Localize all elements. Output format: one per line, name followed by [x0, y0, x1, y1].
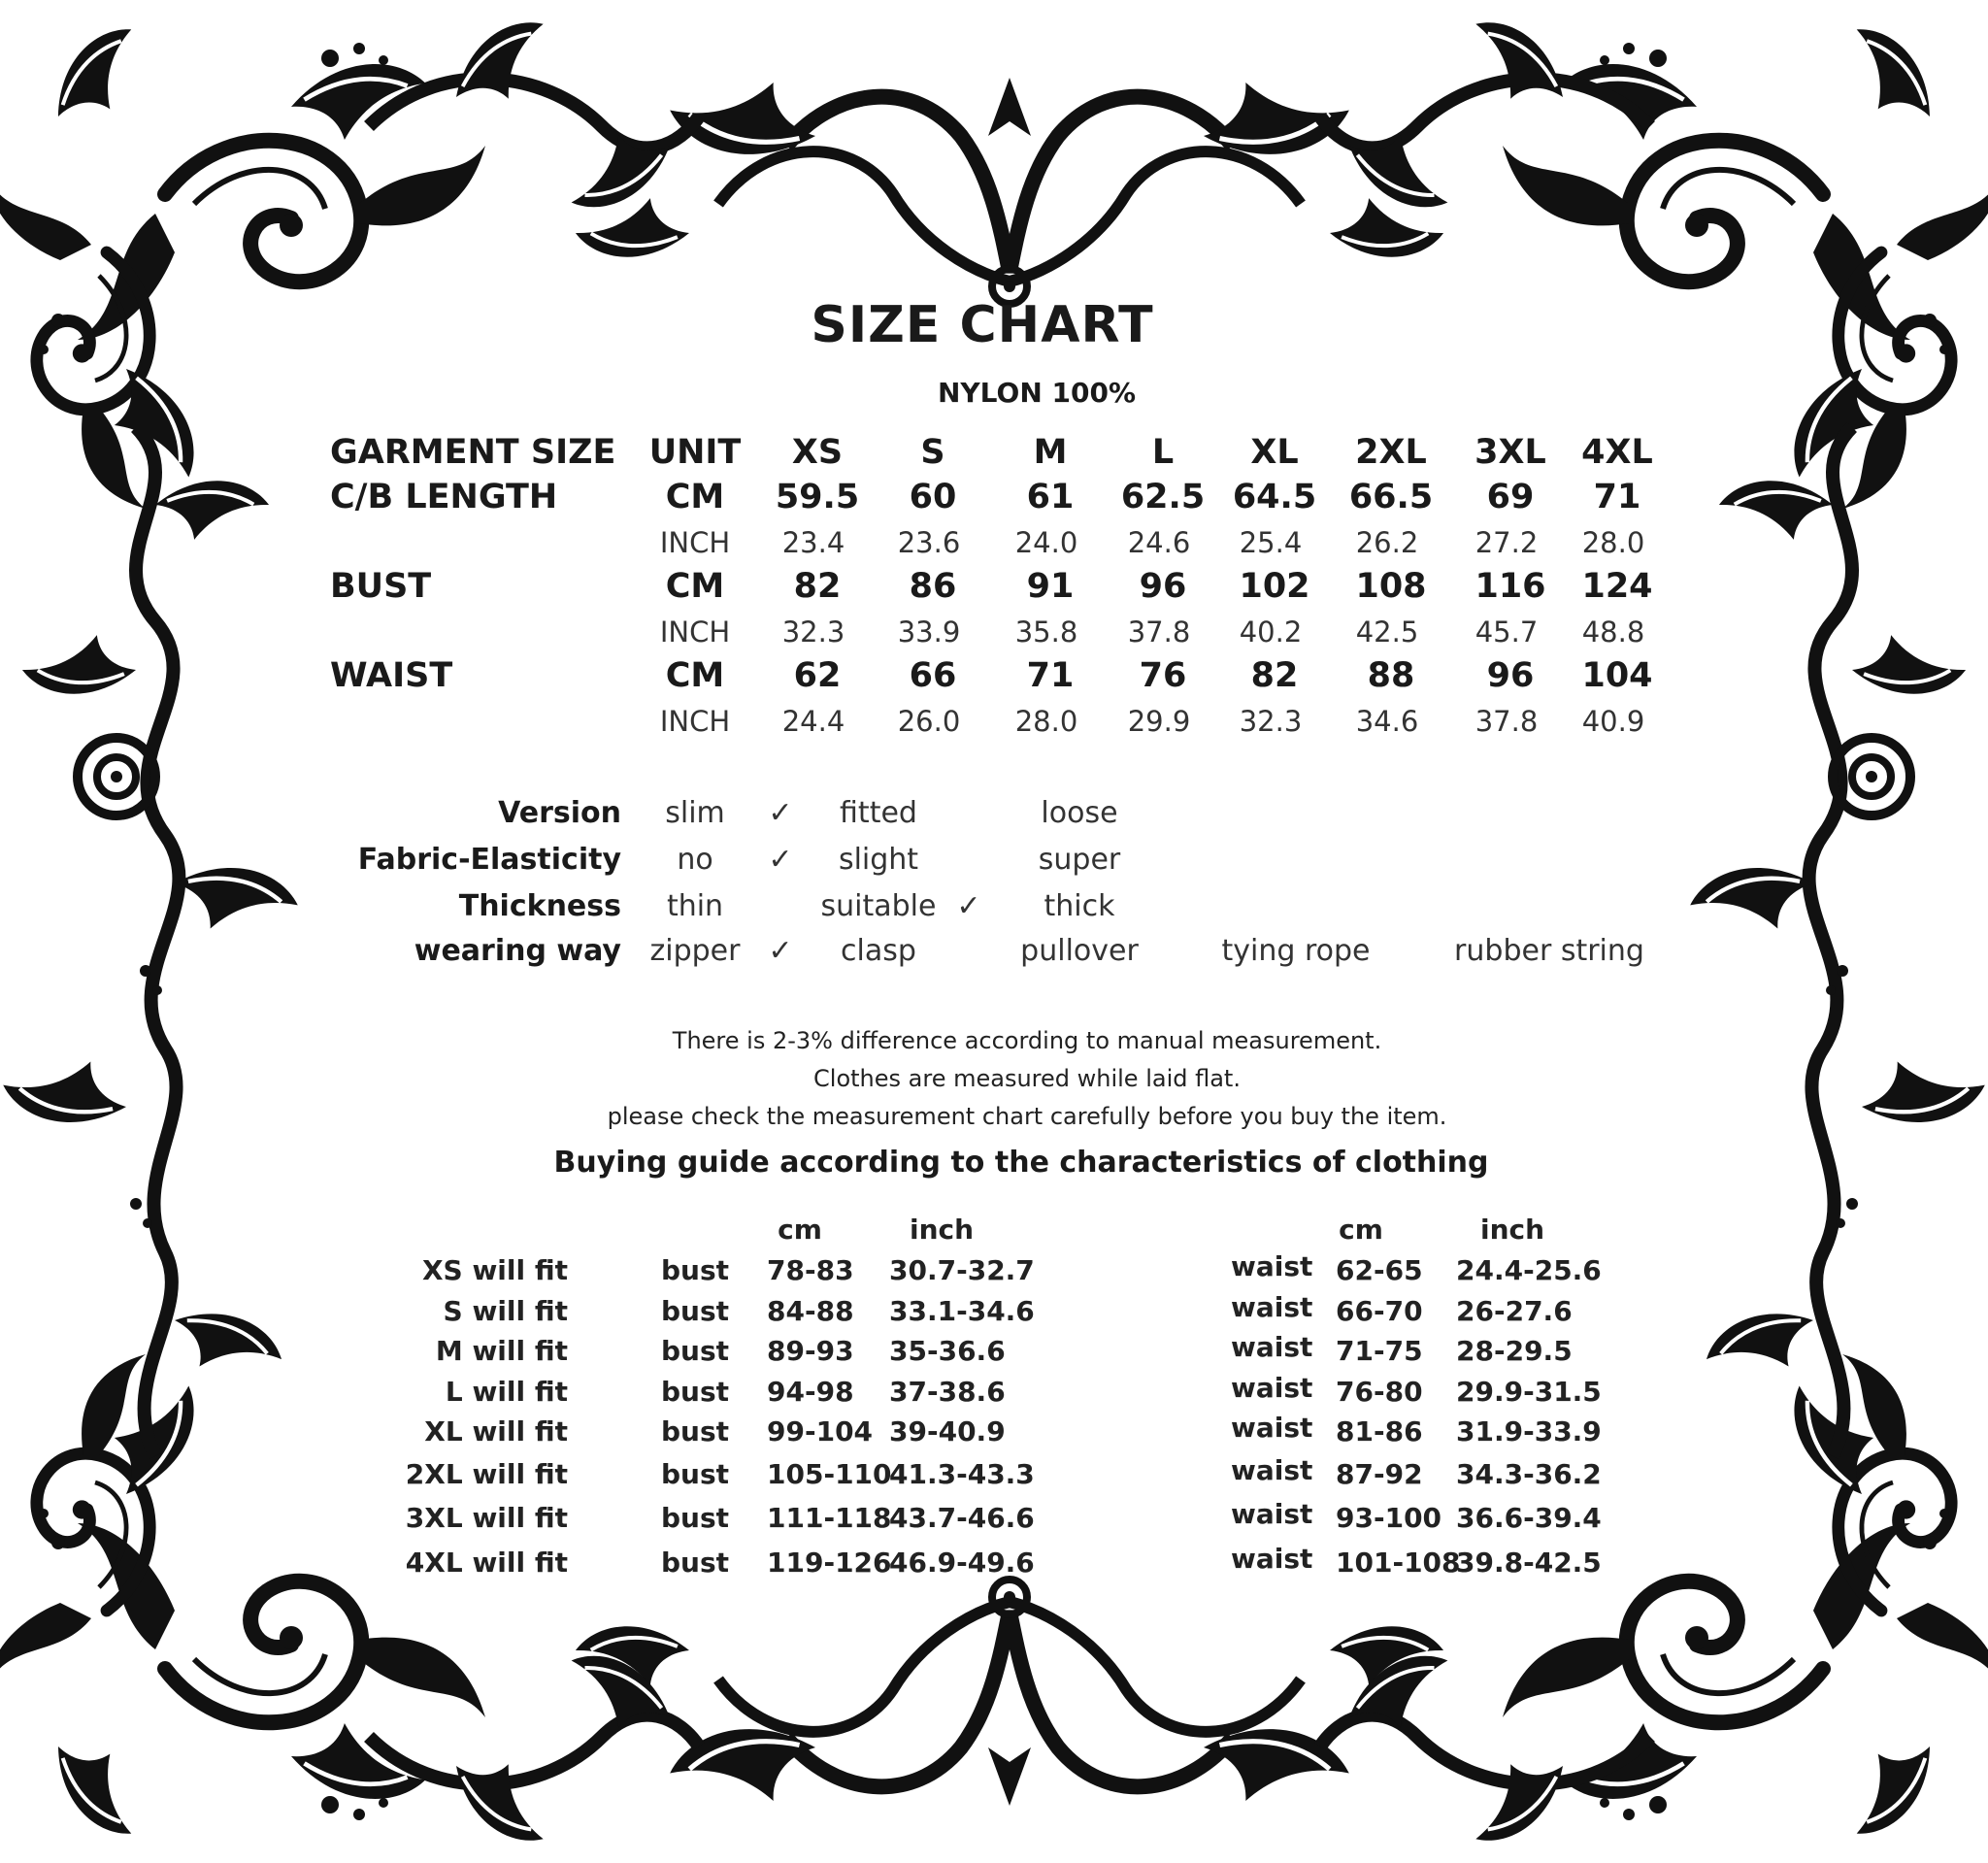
size-header-l: L — [1151, 433, 1175, 472]
bust-inch-header: inch — [909, 1214, 975, 1246]
attr-option: thick — [1044, 889, 1115, 923]
bust-label: bust — [660, 1295, 730, 1327]
cm-value: 91 — [1026, 567, 1075, 606]
waist-inch-range: 28-29.5 — [1456, 1335, 1573, 1367]
fit-label: L will fit — [445, 1376, 568, 1408]
attr-label: Thickness — [458, 889, 621, 923]
attr-option: loose — [1041, 796, 1118, 830]
bust-label: bust — [660, 1254, 730, 1286]
unit-cm: CM — [665, 656, 725, 695]
waist-cm-range: 81-86 — [1336, 1415, 1423, 1447]
attr-label: Version — [498, 796, 621, 830]
waist-cm-range: 101-108 — [1336, 1547, 1461, 1579]
bust-cm-range: 111-118 — [767, 1502, 892, 1534]
unit-header: UNIT — [648, 433, 742, 472]
inch-value: 24.4 — [781, 705, 845, 738]
check-mark-icon: ✓ — [768, 934, 793, 968]
attr-label: wearing way — [414, 934, 621, 968]
waist-inch-range: 36.6-39.4 — [1456, 1502, 1602, 1534]
bust-cm-header: cm — [778, 1214, 822, 1246]
inch-value: 42.5 — [1355, 615, 1419, 649]
unit-inch: INCH — [659, 526, 731, 559]
inch-value: 34.6 — [1355, 705, 1419, 738]
page-title: SIZE CHART — [811, 296, 1154, 354]
inch-value: 37.8 — [1474, 705, 1539, 738]
inch-value: 24.6 — [1127, 526, 1191, 559]
cm-value: 71 — [1026, 656, 1075, 695]
note-line: There is 2-3% difference according to manual measurement. — [672, 1027, 1382, 1054]
waist-label: waist — [1231, 1250, 1313, 1282]
waist-cm-range: 71-75 — [1336, 1335, 1423, 1367]
corner-ornament-top-right — [1503, 21, 1988, 509]
cm-value: 60 — [909, 478, 957, 516]
cm-value: 82 — [793, 567, 842, 606]
top-swirl-right — [1320, 16, 1650, 212]
bust-cm-range: 119-126 — [767, 1547, 892, 1579]
waist-cm-range: 62-65 — [1336, 1254, 1423, 1286]
waist-cm-range: 93-100 — [1336, 1502, 1442, 1534]
cm-value: 69 — [1486, 478, 1535, 516]
check-mark-icon: ✓ — [768, 843, 793, 877]
fit-label: 3XL will fit — [405, 1502, 568, 1534]
buying-guide-title: Buying guide according to the characteristics of clothing — [553, 1146, 1489, 1180]
cm-value: 124 — [1581, 567, 1653, 606]
cm-value: 61 — [1026, 478, 1075, 516]
inch-value: 24.0 — [1014, 526, 1078, 559]
inch-value: 40.2 — [1239, 615, 1303, 649]
size-header-s: S — [920, 433, 945, 472]
inch-value: 48.8 — [1581, 615, 1645, 649]
attr-option: super — [1038, 843, 1121, 877]
attr-option: rubber string — [1454, 934, 1644, 968]
bust-cm-range: 89-93 — [767, 1335, 854, 1367]
inch-value: 37.8 — [1127, 615, 1191, 649]
attr-option: pullover — [1020, 934, 1139, 968]
bust-label: bust — [660, 1547, 730, 1579]
row-label-bust: BUST — [330, 567, 432, 606]
cm-value: 59.5 — [775, 478, 860, 516]
unit-inch: INCH — [659, 615, 731, 649]
waist-label: waist — [1231, 1498, 1313, 1530]
waist-label: waist — [1231, 1543, 1313, 1575]
bust-label: bust — [660, 1458, 730, 1490]
row-label-c-b-length: C/B LENGTH — [330, 478, 558, 516]
cm-value: 66 — [909, 656, 957, 695]
garment-size-header: GARMENT SIZE — [330, 433, 616, 472]
waist-label: waist — [1231, 1291, 1313, 1323]
bust-label: bust — [660, 1335, 730, 1367]
bust-cm-range: 78-83 — [767, 1254, 854, 1286]
attr-option: no — [677, 843, 713, 877]
inch-value: 26.0 — [897, 705, 961, 738]
attr-option: suitable — [820, 889, 937, 923]
bust-cm-range: 94-98 — [767, 1376, 854, 1408]
bottom-center-ornament — [573, 1580, 1447, 1839]
size-header-2xl: 2XL — [1355, 433, 1427, 472]
inch-value: 32.3 — [1239, 705, 1303, 738]
size-header-4xl: 4XL — [1581, 433, 1653, 472]
cm-value: 108 — [1355, 567, 1427, 606]
inch-value: 35.8 — [1014, 615, 1078, 649]
cm-value: 62.5 — [1120, 478, 1206, 516]
cm-value: 116 — [1474, 567, 1546, 606]
attr-option: fitted — [840, 796, 917, 830]
unit-cm: CM — [665, 567, 725, 606]
right-side-vine — [1685, 427, 1988, 1456]
cm-value: 76 — [1139, 656, 1187, 695]
cm-value: 104 — [1581, 656, 1653, 695]
inch-value: 23.4 — [781, 526, 845, 559]
inch-value: 32.3 — [781, 615, 845, 649]
waist-inch-range: 29.9-31.5 — [1456, 1376, 1602, 1408]
size-header-m: M — [1033, 433, 1068, 472]
check-mark-icon: ✓ — [956, 889, 981, 923]
bust-inch-range: 35-36.6 — [889, 1335, 1006, 1367]
attr-option: clasp — [841, 934, 916, 968]
waist-label: waist — [1231, 1331, 1313, 1363]
attr-option: slight — [838, 843, 919, 877]
bust-label: bust — [660, 1415, 730, 1447]
size-header-xl: XL — [1250, 433, 1299, 472]
unit-cm: CM — [665, 478, 725, 516]
fit-label: XL will fit — [424, 1415, 568, 1447]
attr-option: tying rope — [1221, 934, 1371, 968]
top-center-ornament — [573, 45, 1447, 304]
inch-value: 28.0 — [1581, 526, 1645, 559]
bust-cm-range: 84-88 — [767, 1295, 854, 1327]
cm-value: 88 — [1367, 656, 1415, 695]
note-line: Clothes are measured while laid flat. — [813, 1065, 1241, 1092]
inch-value: 27.2 — [1474, 526, 1539, 559]
cm-value: 66.5 — [1348, 478, 1434, 516]
inch-value: 28.0 — [1014, 705, 1078, 738]
cm-value: 64.5 — [1232, 478, 1317, 516]
waist-inch-range: 39.8-42.5 — [1456, 1547, 1602, 1579]
waist-label: waist — [1231, 1454, 1313, 1486]
left-side-vine — [0, 427, 303, 1456]
bust-cm-range: 105-110 — [767, 1458, 892, 1490]
cm-value: 82 — [1250, 656, 1299, 695]
row-label-waist: WAIST — [330, 656, 453, 695]
bust-inch-range: 43.7-46.6 — [889, 1502, 1035, 1534]
attr-option: slim — [665, 796, 725, 830]
cm-value: 62 — [793, 656, 842, 695]
bust-inch-range: 37-38.6 — [889, 1376, 1006, 1408]
fit-label: M will fit — [435, 1335, 568, 1367]
unit-inch: INCH — [659, 705, 731, 738]
attr-option: zipper — [649, 934, 741, 968]
waist-inch-range: 34.3-36.2 — [1456, 1458, 1602, 1490]
waist-inch-range: 26-27.6 — [1456, 1295, 1573, 1327]
waist-inch-range: 31.9-33.9 — [1456, 1415, 1602, 1447]
inch-value: 29.9 — [1127, 705, 1191, 738]
inch-value: 23.6 — [897, 526, 961, 559]
bust-inch-range: 41.3-43.3 — [889, 1458, 1035, 1490]
fit-label: S will fit — [443, 1295, 568, 1327]
size-header-xs: XS — [791, 433, 844, 472]
check-mark-icon: ✓ — [768, 796, 793, 830]
bust-cm-range: 99-104 — [767, 1415, 874, 1447]
cm-value: 102 — [1239, 567, 1310, 606]
bust-label: bust — [660, 1502, 730, 1534]
bust-label: bust — [660, 1376, 730, 1408]
waist-inch-range: 24.4-25.6 — [1456, 1254, 1602, 1286]
bust-inch-range: 46.9-49.6 — [889, 1547, 1035, 1579]
attr-label: Fabric-Elasticity — [357, 843, 621, 877]
attr-option: thin — [666, 889, 724, 923]
inch-value: 40.9 — [1581, 705, 1645, 738]
bust-inch-range: 30.7-32.7 — [889, 1254, 1035, 1286]
fit-label: XS will fit — [421, 1254, 568, 1286]
waist-cm-range: 87-92 — [1336, 1458, 1423, 1490]
cm-value: 96 — [1139, 567, 1187, 606]
size-header-3xl: 3XL — [1474, 433, 1546, 472]
waist-label: waist — [1231, 1412, 1313, 1444]
fit-label: 2XL will fit — [405, 1458, 568, 1490]
fabric-subtitle: NYLON 100% — [937, 377, 1137, 409]
inch-value: 26.2 — [1355, 526, 1419, 559]
waist-cm-range: 66-70 — [1336, 1295, 1423, 1327]
bust-inch-range: 39-40.9 — [889, 1415, 1006, 1447]
waist-label: waist — [1231, 1372, 1313, 1404]
note-line: please check the measurement chart carefully before you buy the item. — [607, 1103, 1447, 1130]
cm-value: 96 — [1486, 656, 1535, 695]
inch-value: 25.4 — [1239, 526, 1303, 559]
bust-inch-range: 33.1-34.6 — [889, 1295, 1035, 1327]
inch-value: 45.7 — [1474, 615, 1539, 649]
waist-inch-header: inch — [1479, 1214, 1545, 1246]
waist-cm-header: cm — [1339, 1214, 1383, 1246]
waist-cm-range: 76-80 — [1336, 1376, 1423, 1408]
fit-label: 4XL will fit — [405, 1547, 568, 1579]
inch-value: 33.9 — [897, 615, 961, 649]
cm-value: 71 — [1593, 478, 1641, 516]
cm-value: 86 — [909, 567, 957, 606]
